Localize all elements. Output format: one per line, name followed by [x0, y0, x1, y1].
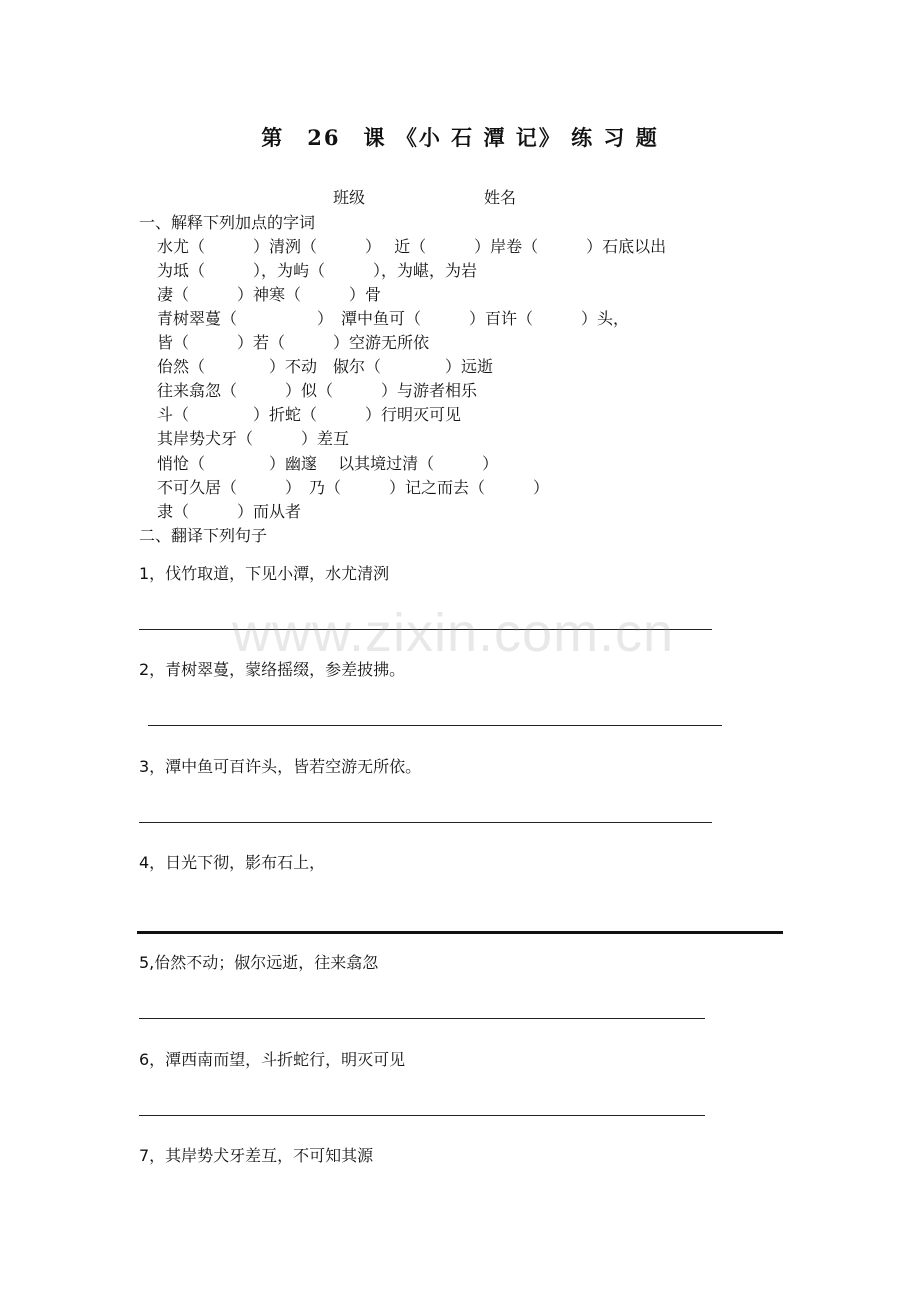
name-label: 姓名: [484, 188, 517, 207]
section2-heading: 二、翻译下列句子: [139, 526, 268, 545]
watermark: www.zixin.com.cn: [232, 603, 675, 663]
question-3: 3，潭中鱼可百许头，皆若空游无所依。: [139, 757, 422, 776]
answer-line-3: [139, 822, 712, 823]
vocab-line: 其岸势犬牙（ ）差互: [157, 429, 350, 448]
page-title: 第 26 课 《小 石 潭 记》 练 习 题: [261, 125, 659, 150]
question-5: 5,佁然不动；俶尔远逝，往来翕忽: [139, 953, 379, 972]
vocab-line: 皆（ ）若（ ）空游无所依: [157, 333, 430, 352]
answer-line-5: [139, 1018, 705, 1019]
vocab-line: 凄（ ）神寒（ ）骨: [157, 285, 382, 304]
vocab-line: 为坻（ ），为屿（ ），为嵁，为岩: [157, 261, 478, 280]
answer-line-2: [148, 725, 722, 726]
vocab-line: 不可久居（ ） 乃（ ）记之而去（ ）: [157, 478, 550, 497]
vocab-line: 青树翠蔓（ ） 潭中鱼可（ ）百许（ ）头，: [157, 309, 630, 328]
vocab-line: 水尤（ ）清洌（ ） 近（ ）岸卷（ ）石底以出: [157, 237, 667, 256]
question-4: 4，日光下彻，影布石上，: [139, 853, 326, 872]
answer-line-6: [139, 1115, 705, 1116]
vocab-line: 悄怆（ ）幽邃 以其境过清（ ）: [157, 454, 499, 473]
question-7: 7，其岸势犬牙差互，不可知其源: [139, 1146, 374, 1165]
answer-line-4: [137, 931, 783, 934]
question-2: 2，青树翠蔓，蒙络摇缀，参差披拂。: [139, 660, 406, 679]
question-1: 1，伐竹取道，下见小潭，水尤清洌: [139, 564, 390, 583]
vocab-line: 往来翕忽（ ）似（ ）与游者相乐: [157, 381, 478, 400]
vocab-line: 斗（ ）折蛇（ ）行明灭可见: [157, 405, 462, 424]
vocab-line: 隶（ ）而从者: [157, 502, 302, 521]
vocab-line: 佁然（ ）不动 俶尔（ ）远逝: [157, 357, 494, 376]
class-label: 班级: [333, 188, 366, 207]
question-6: 6，潭西南而望，斗折蛇行，明灭可见: [139, 1050, 406, 1069]
section1-heading: 一、解释下列加点的字词: [139, 213, 316, 232]
